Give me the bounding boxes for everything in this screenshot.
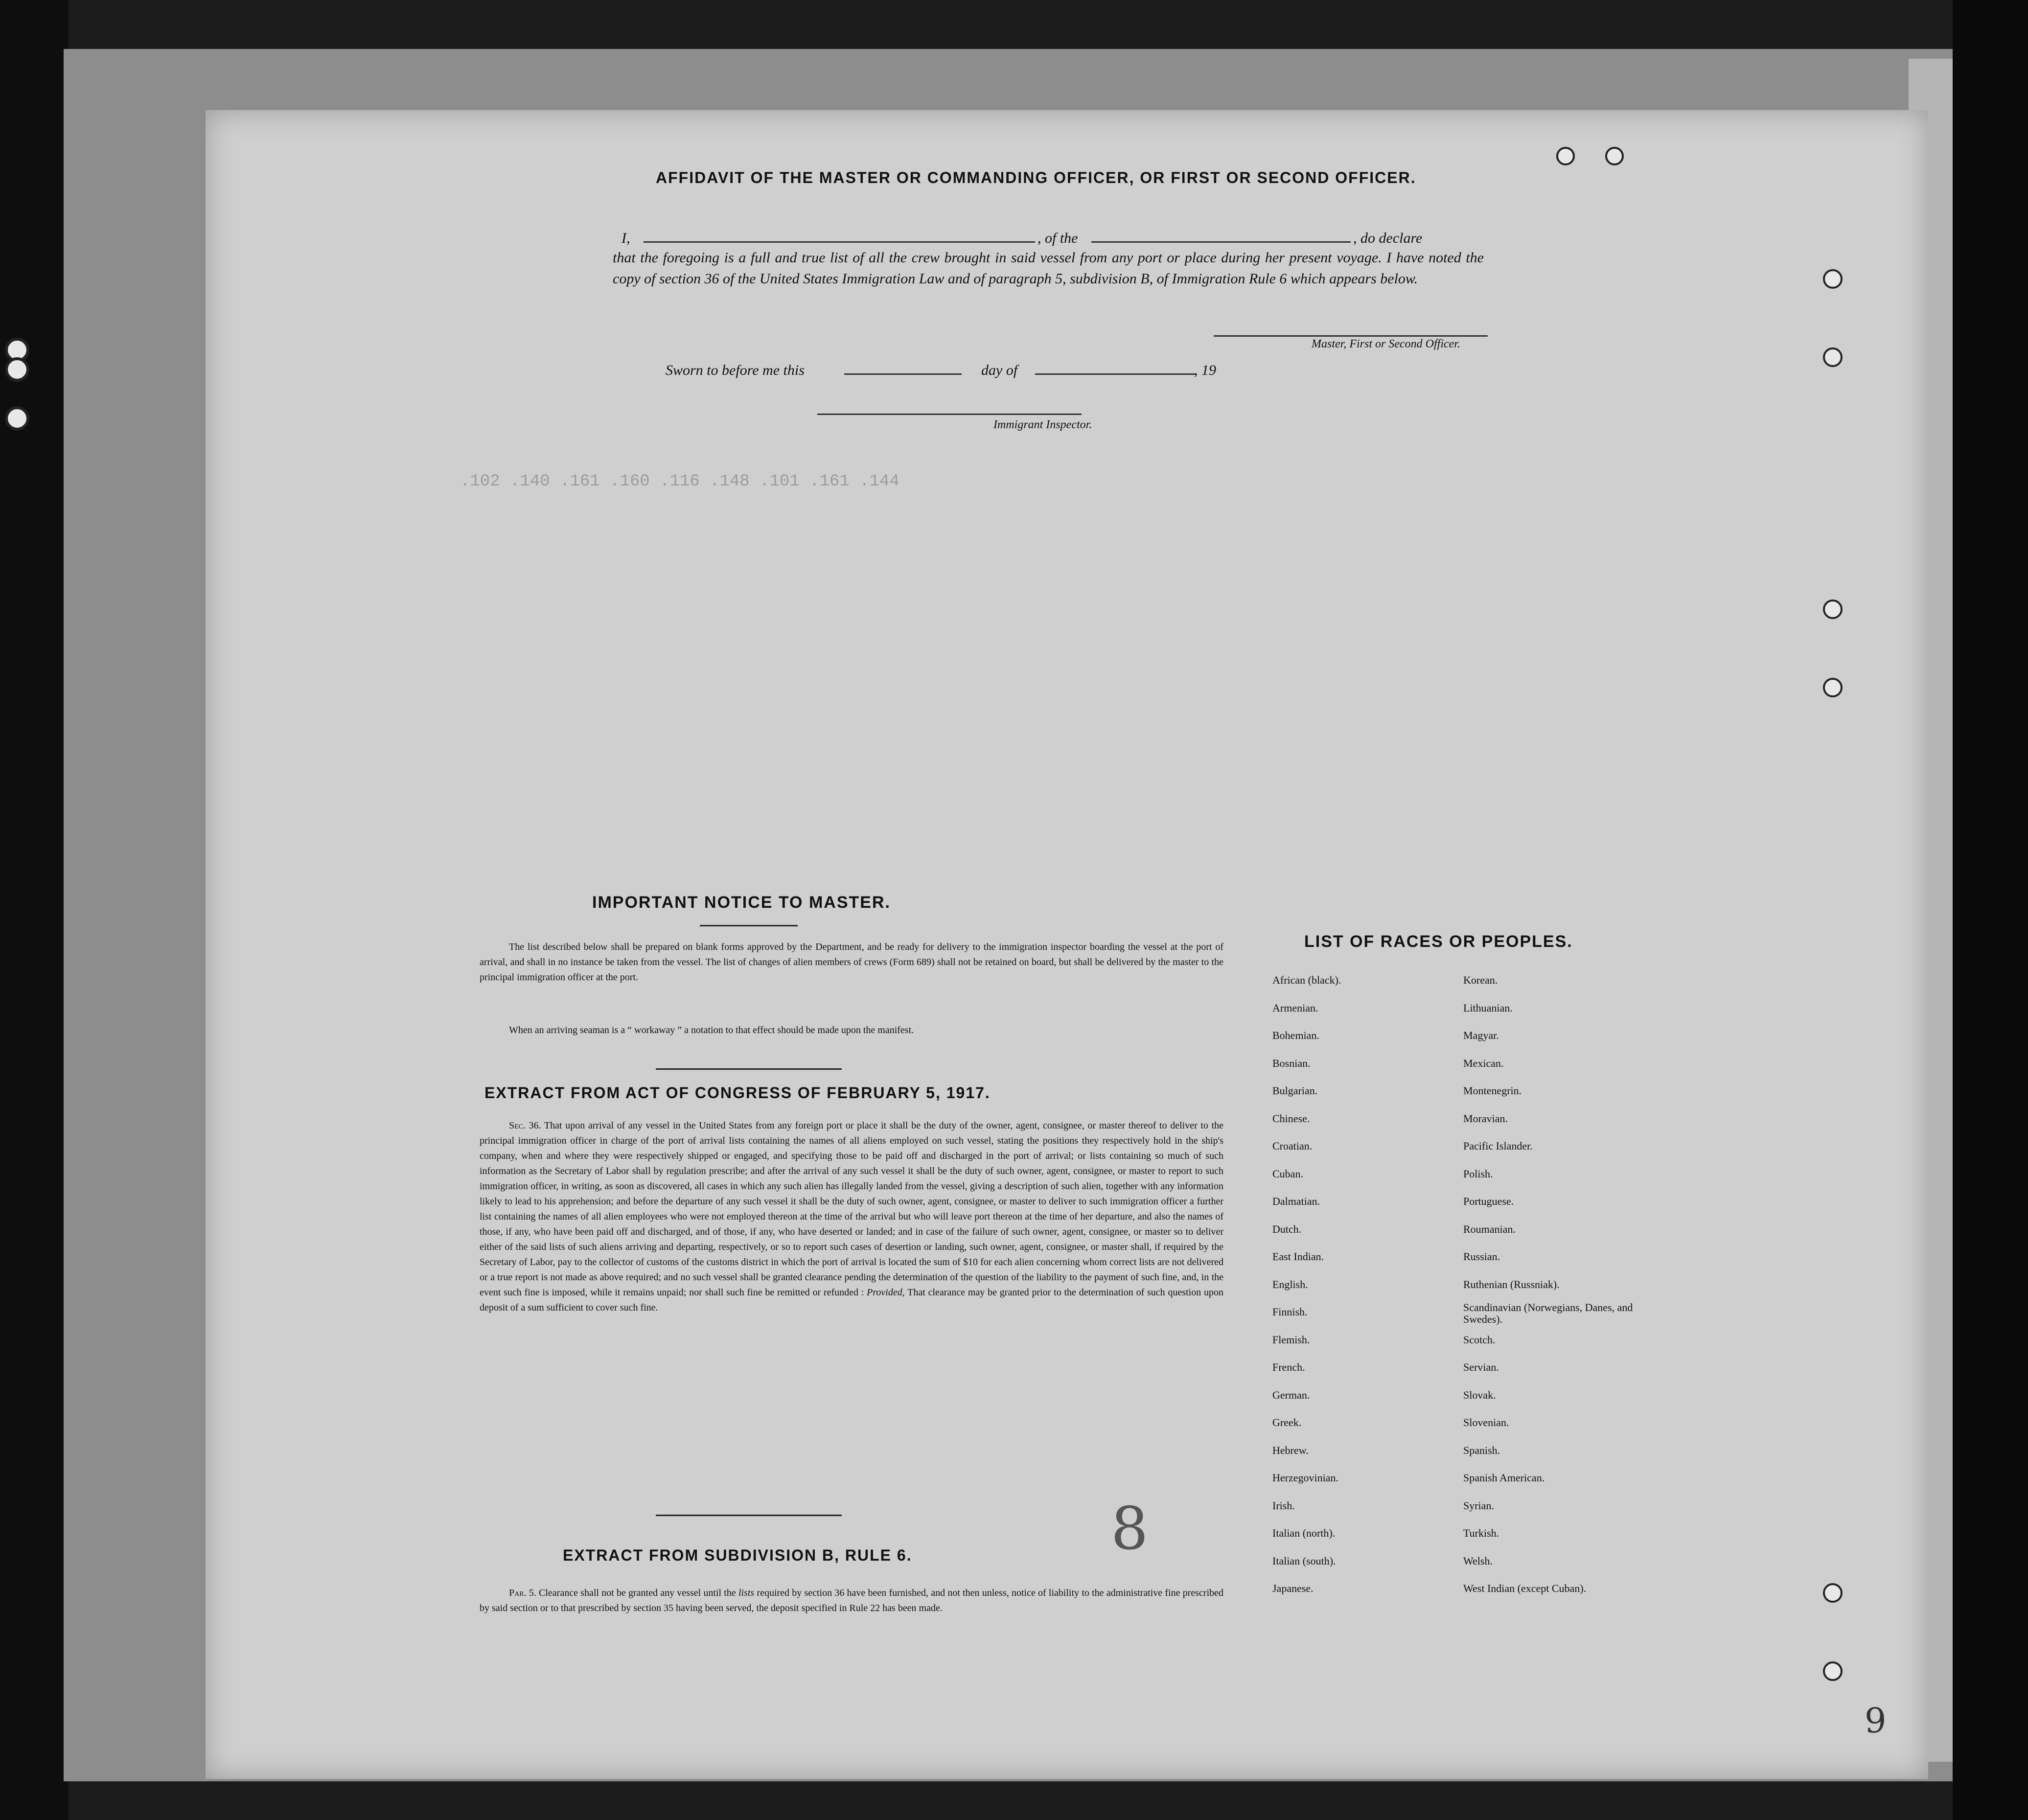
race-item: Portuguese. [1463,1195,1514,1207]
binder-hole [5,406,29,431]
binder-hole [1823,1661,1843,1681]
race-item: Slovenian. [1463,1416,1509,1428]
binder-hole [1556,147,1575,165]
race-item: German. [1272,1388,1310,1401]
race-item: Armenian. [1272,1001,1318,1014]
race-item: Servian. [1463,1361,1499,1373]
race-item: East Indian. [1272,1250,1324,1263]
race-item: Dalmatian. [1272,1195,1320,1207]
race-item: Flemish. [1272,1333,1310,1346]
inspector-caption: Immigrant Inspector. [993,418,1092,431]
race-item: Moravian. [1463,1112,1508,1125]
affidavit-line1-end: , do declare [1353,230,1423,246]
notice-para2: When an arriving seaman is a “ workaway ” a notation to that effect should be made upon the manifest. [509,1025,914,1036]
race-item: African (black). [1272,974,1341,986]
rule-title: EXTRACT FROM SUBDIVISION B, RULE 6. [563,1546,912,1564]
race-item: Magyar. [1463,1029,1499,1041]
act-text-end: That clearance may be granted prior to the determination of such question upon deposit of a sum sufficient to cover such fine. [480,1287,1224,1313]
race-item: Syrian. [1463,1499,1494,1512]
scan-frame-right [1953,0,2028,1820]
race-item: French. [1272,1361,1305,1373]
race-item: Hebrew. [1272,1444,1309,1456]
race-item: Welsh. [1463,1554,1493,1567]
master-caption: Master, First or Second Officer. [1312,338,1460,350]
sworn-day-label: day of [981,362,1018,378]
race-item: Finnish. [1272,1306,1308,1318]
race-item: Spanish. [1463,1444,1500,1456]
race-item: Montenegrin. [1463,1084,1522,1097]
binder-hole [1605,147,1624,165]
race-item: Bohemian. [1272,1029,1319,1041]
act-text [480,1118,1223,1315]
race-item: West Indian (except Cuban). [1463,1582,1587,1594]
scan-frame-left [0,0,69,1820]
sworn-day-blank[interactable] [844,373,962,375]
race-item: English. [1272,1278,1308,1290]
binder-hole [1823,678,1843,697]
handwritten-mark: 8 [1111,1495,1149,1563]
rule-text-a: Clearance shall not be granted any vessel until the [539,1588,736,1598]
master-name-blank[interactable] [644,241,1035,243]
race-item: Mexican. [1463,1057,1504,1069]
race-item: Scotch. [1463,1333,1496,1346]
race-item: Roumanian. [1463,1222,1516,1235]
master-signature-blank[interactable] [1214,335,1488,337]
race-item: Polish. [1463,1167,1493,1180]
act-text-main: That upon arrival of any vessel in the United States from any foreign port or place it shall be the duty of the owner, agent, consignee, or master thereof to deliver to the principal immigration officer in charge of the port of arrival lists containing the names of all aliens employed on such vessel, stating the positions they respectively hold in the ship's company, when and where they were respectively shipped or engaged, and specifying those to be paid off and discharged in the port of arrival; or lists containing so much of such information as the Secretary of Labor shall by regulation prescribe; and after the arrival of any such vessel it shall be the duty of such owner, agent, consignee, or master to report to such immigration officer, in writing, as soon as discovered, all cases in which any such alien has illegally landed from the vessel, giving a description of such alien, together with any information likely to lead to his apprehension; and before the departure of any such vessel it shall be the duty of such owner, agent, consignee, or master to deliver to such immigration officer a further list containing the names of all alien employees who were not employed thereon at the time of the arrival but who will leave port thereon at the time of her departure, and also the names of those, if any, who have been paid off and discharged, and of those, if any, who have deserted or landed; and in case of the failure of such owner, agent, consignee, or master so to deliver either of the said lists of such aliens arriving and departing, respectively, or so to report such cases of desertion or landing, such owner, agent, consignee, or master shall, if required by the Secretary of Labor, pay to the collector of customs of the customs district in which the port of arrival is located the sum of $10 for each alien concerning whom correct lists are not delivered or a true report is not made as above required; and no such vessel shall be granted clearance pending the determination of the question of the liability to the payment of such fine, and, in the event such fine is imposed, while it remains unpaid; nor shall such fine be remitted or refunded : [480,1120,1224,1298]
race-item: Slovak. [1463,1388,1496,1401]
vessel-name-blank[interactable] [1091,241,1351,243]
act-provided: Provided, [867,1287,905,1298]
rule-par-label: Par. 5. [509,1588,536,1598]
race-item: Cuban. [1272,1167,1303,1180]
affidavit-title: AFFIDAVIT OF THE MASTER OR COMMANDING OFFICER, OR FIRST OR SECOND OFFICER. [656,169,1416,186]
race-item: Bulgarian. [1272,1084,1318,1097]
binder-hole [1823,269,1843,289]
bleed-through: .102 .140 .161 .160 .116 .148 .101 .161 .144 [460,472,899,491]
act-section-label: Sec. 36. [509,1120,541,1131]
notice-title-rule [700,925,798,926]
races-title: LIST OF RACES OR PEOPLES. [1304,932,1573,951]
manifest-page [206,110,1928,1779]
act-rule [656,1068,842,1070]
binder-hole [1823,599,1843,619]
rule-text [480,1586,1223,1616]
race-item: Ruthenian (Russniak). [1463,1278,1560,1290]
race-item: Italian (south). [1272,1554,1336,1567]
race-item: Japanese. [1272,1582,1314,1594]
races-left-column [1272,974,1429,1708]
race-item: Spanish American. [1463,1472,1545,1484]
rule-text-b: required by section 36 have been furnished, and not then unless, notice of liability to the administrative fine prescribed by said section or to that prescribed by section 35 having been served, the deposit specified in Rule 22 has been made. [480,1588,1224,1613]
sworn-month-blank[interactable] [1035,373,1197,375]
inspector-signature-blank[interactable] [817,414,1082,415]
race-item: Greek. [1272,1416,1302,1428]
notice-para1: The list described below shall be prepared on blank forms approved by the Department, and be ready for delivery to the immigration inspector boarding the vessel at the port of arrival, and shall in no instance be taken from the vessel. The list of changes of alien members of crews (Form 689) shall not be retained on board, but shall be delivered by the master to the principal immigration officer at the port. [480,942,1223,983]
sworn-start: Sworn to before me this [666,362,805,378]
rule-text-lists: lists [738,1588,755,1598]
race-item: Croatian. [1272,1140,1313,1152]
race-item: Pacific Islander. [1463,1140,1533,1152]
affidavit-body: that the foregoing is a full and true list of all the crew brought in said vessel from any port or place during her present voyage. I have noted the copy of section 36 of the United States Immigration Law and of paragraph 5, subdivision B, of Immigration Rule 6 which appears below. [613,250,1484,287]
race-item: Korean. [1463,974,1498,986]
race-item: Russian. [1463,1250,1500,1263]
race-item: Italian (north). [1272,1527,1336,1539]
race-item: Irish. [1272,1499,1295,1512]
binder-hole [1823,347,1843,367]
races-right-column [1463,974,1669,1708]
race-item: Scandinavian (Norwegians, Danes, and Swedes). [1463,1301,1633,1325]
race-item: Dutch. [1272,1222,1302,1235]
notice-title: IMPORTANT NOTICE TO MASTER. [592,893,891,912]
race-item: Bosnian. [1272,1057,1311,1069]
race-item: Chinese. [1272,1112,1310,1125]
race-item: Lithuanian. [1463,1001,1513,1014]
sworn-year: , 19 [1194,362,1216,378]
binder-hole [5,357,29,382]
act-title: EXTRACT FROM ACT OF CONGRESS OF FEBRUARY 5, 1917. [484,1084,991,1102]
affidavit-line1-start: I, [622,230,630,246]
race-item: Turkish. [1463,1527,1499,1539]
affidavit-line1-mid: , of the [1037,230,1078,246]
binder-hole [1823,1583,1843,1603]
race-item: Herzegovinian. [1272,1472,1338,1484]
rule-rule [656,1515,842,1516]
corner-page-mark: 9 [1865,1701,1887,1741]
